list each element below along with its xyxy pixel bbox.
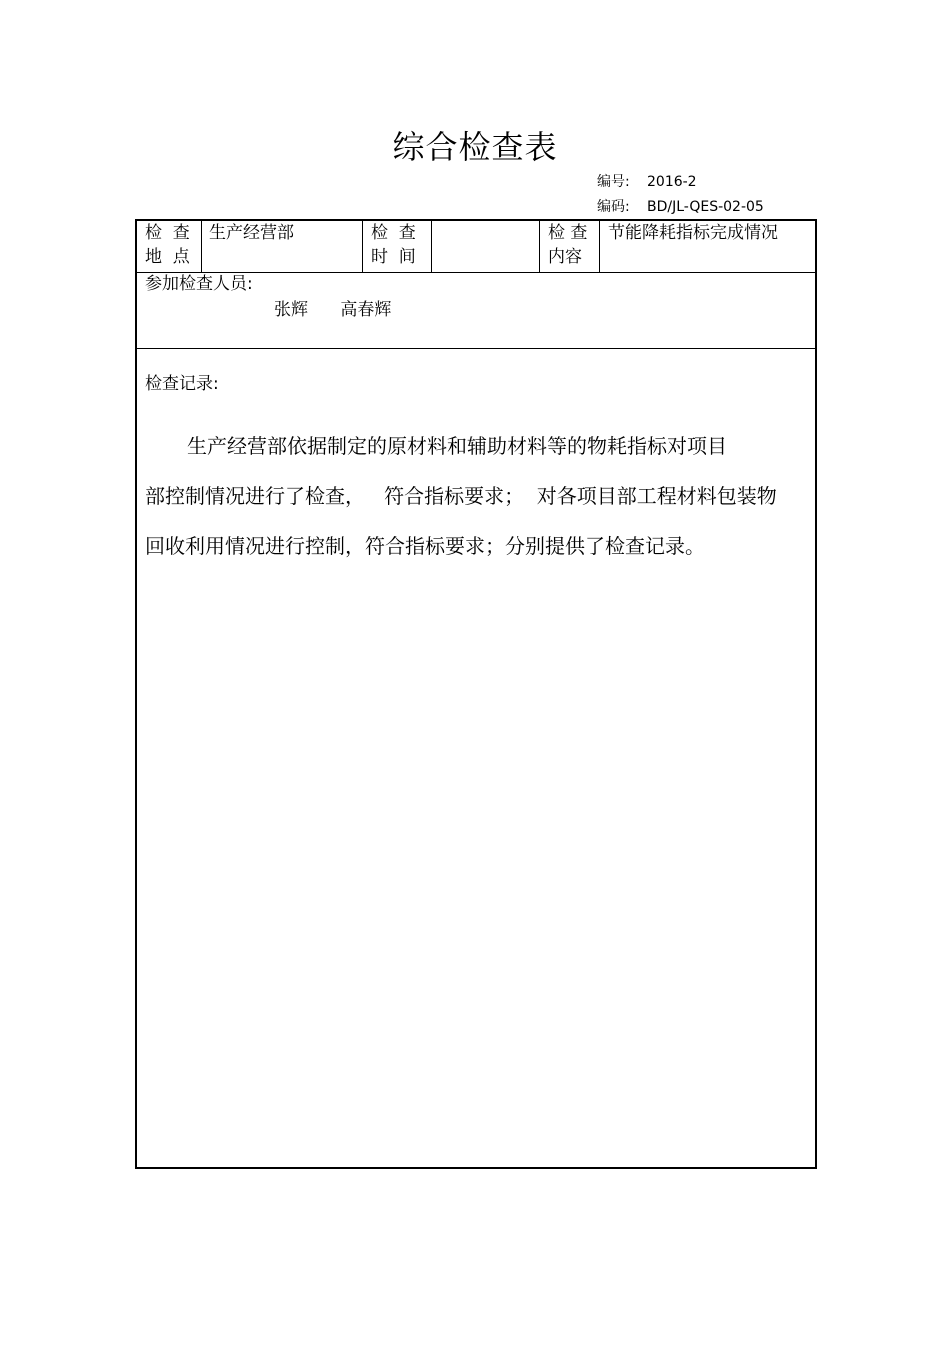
location-label-line2: 地 点	[145, 247, 190, 267]
number-value: 2016-2	[647, 174, 697, 190]
time-label-line2: 时 间	[371, 247, 416, 267]
divider	[539, 221, 540, 272]
location-value: 生产经营部	[209, 223, 294, 243]
divider	[201, 221, 202, 272]
code-label: 编码:	[597, 199, 630, 215]
form-title: 综合检查表	[392, 128, 558, 166]
divider	[137, 348, 815, 349]
code-value: BD/JL-QES-02-05	[647, 199, 764, 215]
divider	[431, 221, 432, 272]
content-value: 节能降耗指标完成情况	[608, 223, 778, 243]
number-row	[597, 171, 697, 191]
code-row	[597, 196, 764, 216]
record-line-1: 生产经营部依据制定的原材料和辅助材料等的物耗指标对项目	[187, 434, 727, 458]
time-label	[371, 221, 416, 269]
time-label-line1: 检 查	[371, 223, 416, 243]
divider	[362, 221, 363, 272]
content-label-line1: 检 查	[548, 223, 588, 243]
participants-label: 参加检查人员:	[145, 274, 253, 294]
participants-names: 张辉 高春辉	[274, 300, 392, 320]
content-label	[548, 221, 587, 269]
content-label-line2: 内容	[548, 247, 582, 267]
record-line-2: 部控制情况进行了检查， 符合指标要求； 对各项目部工程材料包装物	[145, 484, 777, 508]
divider	[599, 221, 600, 272]
location-label-line1: 检 查	[145, 223, 190, 243]
number-label: 编号:	[597, 174, 630, 190]
inspection-form	[135, 219, 817, 1169]
location-label	[145, 221, 190, 269]
record-label: 检查记录:	[145, 374, 219, 394]
record-line-3: 回收利用情况进行控制，符合指标要求；分别提供了检查记录。	[145, 534, 705, 558]
